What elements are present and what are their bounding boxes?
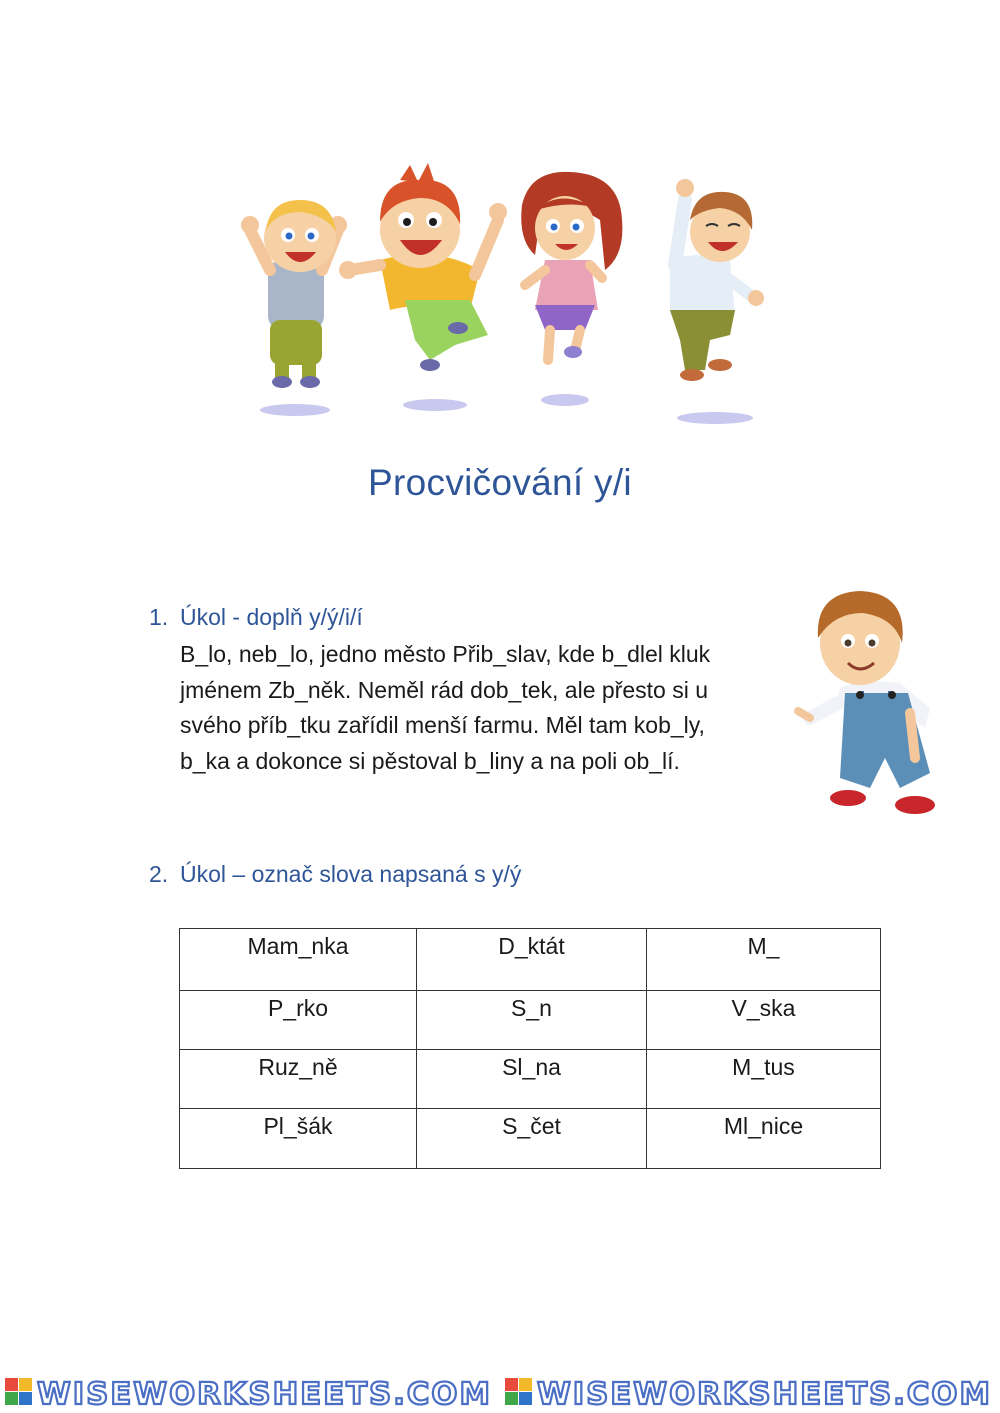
word-cell[interactable]: S_čet [417,1109,647,1169]
word-cell[interactable]: Ruz_ně [180,1050,417,1109]
word-cell[interactable]: P_rko [180,991,417,1050]
word-cell[interactable]: S_n [417,991,647,1050]
watermark-text: WISEWORKSHEETS.COM [537,1377,992,1412]
word-cell[interactable]: Ml_nice [647,1109,881,1169]
jumping-kids-illustration [230,160,770,440]
word-cell[interactable]: D_ktát [417,929,647,991]
pointing-boy-illustration [790,583,950,823]
task1-line: B_lo, neb_lo, jedno město Přib_slav, kde b_dlel kluk [180,641,711,667]
word-cell[interactable]: Pl_šák [180,1109,417,1169]
wise-logo-icon [5,1378,32,1405]
word-cell[interactable]: Sl_na [417,1050,647,1109]
task1-line: svého příb_tku zařídil menší farmu. Měl tam kob_ly, [180,712,705,738]
word-cell[interactable]: M_tus [647,1050,881,1109]
task2-title: Úkol – označ slova napsaná s y/ý [180,861,522,887]
task1-paragraph [180,637,780,779]
word-cell[interactable]: V_ska [647,991,881,1050]
task1-heading [149,604,363,631]
word-cell[interactable]: Mam_nka [180,929,417,991]
kid-redhead-boy [339,163,507,371]
word-cell[interactable]: M_ [647,929,881,991]
kid-blond-boy [241,200,347,388]
task1-line: jménem Zb_něk. Neměl rád dob_tek, ale přesto si u [180,676,708,703]
task1-line: b_ka a dokonce si pěstoval b_liny a na poli ob_lí. [180,747,680,774]
watermark-text: WISEWORKSHEETS.COM [37,1377,492,1412]
table-row [180,1109,881,1169]
word-table [179,928,881,1169]
kid-girl [521,172,622,360]
task2-number: 2. [149,861,169,887]
table-row [180,929,881,991]
table-row [180,991,881,1050]
task2-heading [149,861,521,888]
wise-logo-icon [505,1378,532,1405]
task1-number: 1. [149,604,169,630]
watermark-footer [0,1372,1000,1413]
table-row [180,1050,881,1109]
task1-title: Úkol - doplň y/ý/i/í [180,604,363,630]
kid-brown-haired-boy [670,179,764,381]
page-title: Procvičování y/i [368,462,632,503]
